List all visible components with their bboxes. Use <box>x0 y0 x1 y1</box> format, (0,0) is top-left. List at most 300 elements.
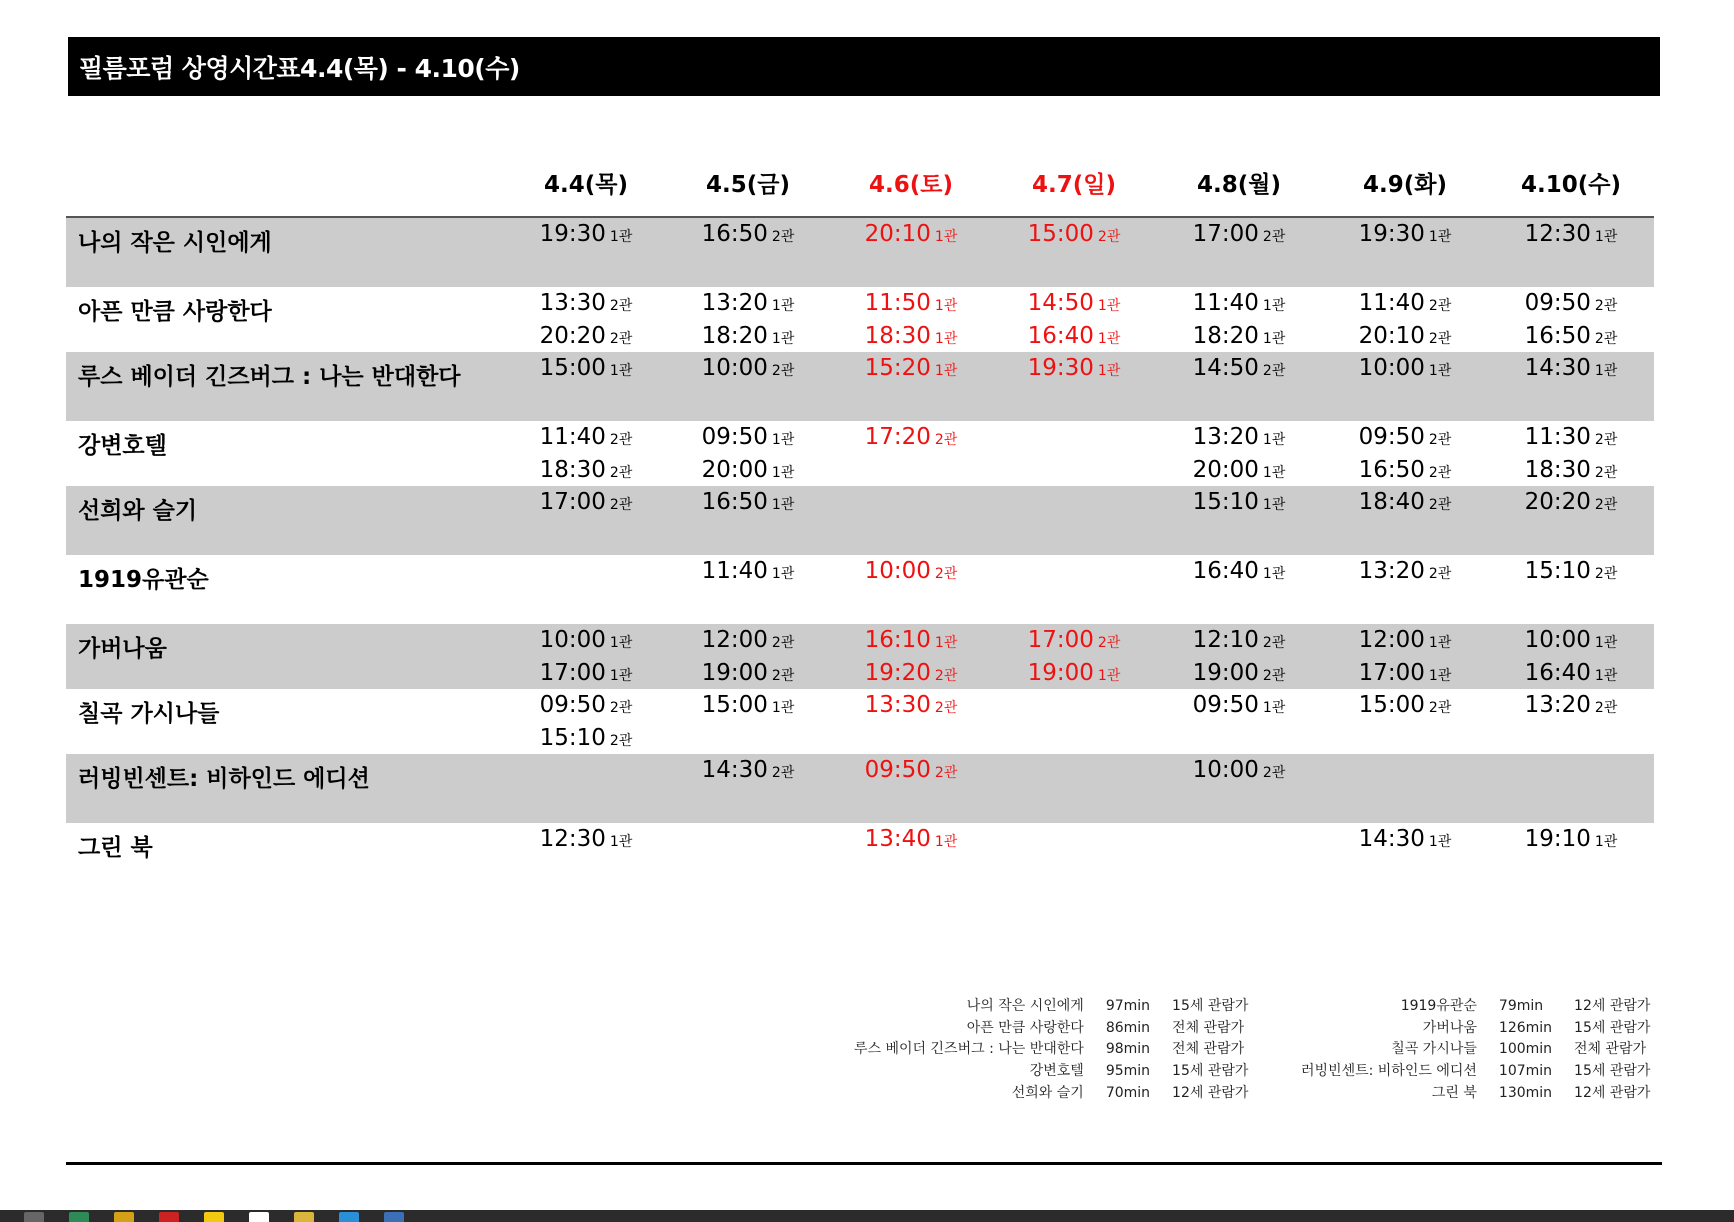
legend-runtime: 70min <box>1105 1084 1151 1101</box>
showtime-hall: 2관 <box>771 363 795 379</box>
showtime-cell <box>1325 421 1485 486</box>
showtime-cell <box>1491 352 1651 385</box>
showtime-hall: 2관 <box>1594 298 1618 314</box>
showtime-cell <box>1491 555 1651 588</box>
movie-title: 강변호텔 <box>78 433 167 459</box>
showtime-cell <box>1159 754 1319 787</box>
showtime[interactable] <box>668 657 828 690</box>
showtime[interactable] <box>668 352 828 385</box>
showtime-cell <box>1325 287 1485 352</box>
showtime-hall: 2관 <box>1428 464 1452 481</box>
showtime-time: 11:40 <box>1358 290 1425 316</box>
explorer-icon[interactable] <box>294 1212 314 1222</box>
showtime-time: 15:20 <box>864 355 931 381</box>
showtime-time: 15:10 <box>539 724 606 751</box>
showtime-hall: 1관 <box>771 432 795 448</box>
showtime-cell <box>506 624 666 689</box>
showtime-cell <box>831 352 991 385</box>
legend-row <box>854 1061 1248 1083</box>
legend-rating: 12세 관람가 <box>1574 998 1651 1014</box>
legend-runtime: 86min <box>1105 1019 1151 1036</box>
showtime[interactable] <box>1325 486 1485 519</box>
showtime[interactable] <box>831 823 991 856</box>
showtime[interactable] <box>1159 754 1319 787</box>
showtime[interactable] <box>668 486 828 519</box>
movie-title: 러빙빈센트: 비하인드 에디션 <box>78 766 370 792</box>
showtime-cell <box>1491 624 1651 689</box>
day-header: 4.7(일) <box>1032 172 1116 198</box>
showtime-cell <box>1325 624 1485 689</box>
showtime-cell <box>831 287 991 352</box>
legend-rating: 15세 관람가 <box>1172 998 1249 1014</box>
showtime[interactable] <box>1491 823 1651 856</box>
edge-icon[interactable] <box>384 1212 404 1222</box>
showtime-time: 16:40 <box>1027 322 1094 349</box>
showtime[interactable] <box>994 657 1154 690</box>
showtime[interactable] <box>506 218 666 251</box>
legend-rating: 15세 관람가 <box>1574 1019 1651 1036</box>
showtime[interactable] <box>1325 823 1485 856</box>
showtime-time: 11:50 <box>864 290 931 316</box>
showtime-cell <box>506 486 666 519</box>
showtime-cell <box>668 486 828 519</box>
showtime-cell <box>1325 689 1485 722</box>
showtime-hall: 2관 <box>934 667 958 684</box>
legend-table <box>1301 996 1650 1105</box>
showtime[interactable] <box>831 320 991 353</box>
legend-runtime: 100min <box>1498 1041 1553 1058</box>
showtime-cell <box>831 218 991 251</box>
legend-rating: 전체 관람가 <box>1574 1041 1647 1058</box>
showtime-time: 19:30 <box>1358 221 1425 247</box>
legend-table <box>854 996 1248 1105</box>
showtime-time: 09:50 <box>1524 290 1591 316</box>
showtime-hall: 1관 <box>1428 834 1452 850</box>
showtime-time: 13:30 <box>864 692 931 718</box>
showtime[interactable] <box>994 287 1154 320</box>
showtime-cell <box>994 352 1154 385</box>
movie-row <box>66 287 1654 352</box>
showtime-hall: 2관 <box>1594 700 1618 716</box>
showtime[interactable] <box>831 421 991 454</box>
legend-runtime: 95min <box>1105 1063 1151 1080</box>
showtime-hall: 1관 <box>934 229 958 245</box>
showtime-hall: 1관 <box>1594 363 1618 379</box>
showtime[interactable] <box>1491 689 1651 722</box>
showtime[interactable] <box>1491 657 1651 690</box>
legend-rating: 12세 관람가 <box>1172 1084 1249 1101</box>
showtime-time: 17:20 <box>864 424 931 450</box>
showtime-hall: 2관 <box>1594 497 1618 513</box>
showtime-hall: 2관 <box>1428 298 1452 314</box>
showtime-cell <box>668 555 828 588</box>
movie-row <box>66 754 1654 823</box>
showtime-cell <box>668 287 828 352</box>
showtime[interactable] <box>1325 421 1485 454</box>
showtime[interactable] <box>1159 624 1319 657</box>
legend-row <box>1301 1061 1650 1083</box>
showtime-hall: 2관 <box>609 732 633 749</box>
showtime-cell <box>1325 823 1485 856</box>
showtime-time: 16:50 <box>701 489 768 515</box>
showtime-hall: 2관 <box>934 765 958 781</box>
showtime-hall: 2관 <box>1262 667 1286 684</box>
legend-runtime: 130min <box>1498 1084 1553 1101</box>
showtime-time: 19:20 <box>864 659 931 686</box>
showtime-hall: 2관 <box>1428 566 1452 582</box>
legend-runtime: 126min <box>1498 1019 1553 1036</box>
movie-row <box>66 352 1654 421</box>
showtime[interactable] <box>506 486 666 519</box>
showtime[interactable] <box>831 352 991 385</box>
movie-title: 나의 작은 시인에게 <box>78 230 272 256</box>
showtime-hall: 1관 <box>934 635 958 651</box>
showtime-hall: 1관 <box>1428 635 1452 651</box>
showtime-hall: 1관 <box>1097 667 1121 684</box>
showtime-hall: 2관 <box>1262 229 1286 245</box>
showtime-hall: 1관 <box>1594 635 1618 651</box>
showtime[interactable] <box>506 657 666 690</box>
showtime[interactable] <box>1325 555 1485 588</box>
showtime[interactable] <box>1159 454 1319 487</box>
showtime-time: 09:50 <box>701 424 768 450</box>
showtime-hall: 1관 <box>1097 330 1121 347</box>
showtime-hall: 2관 <box>771 667 795 684</box>
movie-row <box>66 555 1654 624</box>
showtime[interactable] <box>1325 689 1485 722</box>
showtime-cell <box>668 689 828 722</box>
movie-title: 가버나움 <box>78 636 167 662</box>
showtime-cell <box>668 754 828 787</box>
showtime-time: 10:00 <box>1192 757 1259 783</box>
movie-row <box>66 421 1654 486</box>
showtime[interactable] <box>1325 624 1485 657</box>
showtime[interactable] <box>506 320 666 353</box>
showtime-time: 20:10 <box>1358 322 1425 349</box>
legend-rating: 15세 관람가 <box>1172 1063 1249 1080</box>
showtime[interactable] <box>1325 454 1485 487</box>
legend-title: 러빙빈센트: 비하인드 에디션 <box>1301 1063 1477 1080</box>
day-header: 4.6(토) <box>869 172 953 198</box>
showtime-time: 16:40 <box>1192 558 1259 584</box>
showtime[interactable] <box>506 823 666 856</box>
showtime-time: 15:00 <box>539 355 606 381</box>
showtime[interactable] <box>831 287 991 320</box>
showtime-cell <box>668 352 828 385</box>
showtime[interactable] <box>831 754 991 787</box>
legend-row <box>854 1018 1248 1040</box>
legend-title: 칠곡 가시나들 <box>1391 1041 1477 1058</box>
legend-right <box>1301 996 1650 1105</box>
showtime[interactable] <box>1159 657 1319 690</box>
showtime-hall: 2관 <box>1097 635 1121 651</box>
showtime-hall: 1관 <box>934 363 958 379</box>
legend-rating: 12세 관람가 <box>1574 1084 1651 1101</box>
legend-row <box>1301 1018 1650 1040</box>
legend-rating: 전체 관람가 <box>1172 1041 1245 1058</box>
day-header: 4.4(목) <box>544 172 628 198</box>
showtime[interactable] <box>1159 320 1319 353</box>
day-header-row <box>66 150 1654 218</box>
showtime-time: 16:50 <box>1358 456 1425 483</box>
showtime[interactable] <box>1491 218 1651 251</box>
document-icon[interactable] <box>249 1212 269 1222</box>
showtime-cell <box>1491 218 1651 251</box>
showtime-hall: 2관 <box>1262 635 1286 651</box>
showtime[interactable] <box>1159 287 1319 320</box>
showtime-hall: 1관 <box>609 635 633 651</box>
showtime-time: 09:50 <box>1192 692 1259 718</box>
showtime-hall: 1관 <box>1262 566 1286 582</box>
showtime[interactable] <box>831 218 991 251</box>
showtime[interactable] <box>1325 352 1485 385</box>
showtime-time: 18:40 <box>1358 489 1425 515</box>
showtime-hall: 1관 <box>609 363 633 379</box>
browser-icon[interactable] <box>69 1212 89 1222</box>
showtime-cell <box>1159 287 1319 352</box>
showtime-time: 14:50 <box>1027 290 1094 316</box>
movie-title: 선희와 슬기 <box>78 498 198 524</box>
showtime[interactable] <box>1159 352 1319 385</box>
showtime-time: 16:50 <box>701 221 768 247</box>
showtime[interactable] <box>1491 287 1651 320</box>
legend-row <box>854 996 1248 1018</box>
showtime-hall: 2관 <box>934 700 958 716</box>
showtime[interactable] <box>668 218 828 251</box>
showtime[interactable] <box>1159 421 1319 454</box>
showtime-cell <box>668 624 828 689</box>
legend-title: 1919유관순 <box>1400 998 1477 1014</box>
showtime[interactable] <box>994 624 1154 657</box>
showtime-time: 19:00 <box>1027 659 1094 686</box>
showtime-time: 17:00 <box>539 489 606 515</box>
showtime[interactable] <box>994 218 1154 251</box>
showtime-hall: 1관 <box>1594 834 1618 850</box>
legend-title: 강변호텔 <box>1029 1063 1084 1080</box>
showtime[interactable] <box>1159 689 1319 722</box>
showtime[interactable] <box>506 722 666 755</box>
showtime[interactable] <box>1491 320 1651 353</box>
showtime[interactable] <box>831 657 991 690</box>
showtime[interactable] <box>1491 555 1651 588</box>
showtime-hall: 1관 <box>1428 363 1452 379</box>
showtime[interactable] <box>668 421 828 454</box>
legend-title: 가버나움 <box>1422 1019 1477 1036</box>
showtime[interactable] <box>1325 320 1485 353</box>
showtime-time: 10:00 <box>701 355 768 381</box>
showtime-cell <box>831 689 991 722</box>
showtime[interactable] <box>994 320 1154 353</box>
showtime-time: 16:40 <box>1524 659 1591 686</box>
movie-title: 아픈 만큼 사랑한다 <box>78 299 272 325</box>
showtime-time: 20:20 <box>1524 489 1591 515</box>
showtime[interactable] <box>1491 486 1651 519</box>
showtime-hall: 1관 <box>1262 298 1286 314</box>
showtime-hall: 1관 <box>1594 667 1618 684</box>
showtime[interactable] <box>831 555 991 588</box>
showtime-cell <box>831 555 991 588</box>
showtime-hall: 1관 <box>934 330 958 347</box>
showtime-time: 12:10 <box>1192 627 1259 653</box>
movie-title: 그린 북 <box>78 835 153 861</box>
showtime-hall: 1관 <box>609 834 633 850</box>
showtime-time: 10:00 <box>1524 627 1591 653</box>
showtime-time: 11:40 <box>701 558 768 584</box>
folder-icon[interactable] <box>114 1212 134 1222</box>
showtime[interactable] <box>668 287 828 320</box>
showtime-time: 14:50 <box>1192 355 1259 381</box>
showtime[interactable] <box>506 624 666 657</box>
legend-title: 선희와 슬기 <box>1011 1084 1084 1101</box>
showtime[interactable] <box>506 287 666 320</box>
sticky-notes-icon[interactable] <box>204 1212 224 1222</box>
legend-left <box>854 996 1248 1105</box>
showtime[interactable] <box>831 689 991 722</box>
pdf-icon[interactable] <box>159 1212 179 1222</box>
legend-rating: 전체 관람가 <box>1172 1019 1245 1036</box>
showtime[interactable] <box>1491 421 1651 454</box>
showtime-hall: 1관 <box>771 464 795 481</box>
showtime-hall: 1관 <box>934 834 958 850</box>
showtime[interactable] <box>994 352 1154 385</box>
showtime-time: 11:30 <box>1524 424 1591 450</box>
showtime-time: 12:00 <box>1358 627 1425 653</box>
showtime-hall: 1관 <box>1262 432 1286 448</box>
showtime-cell <box>1325 218 1485 251</box>
day-header: 4.8(월) <box>1197 172 1281 198</box>
showtime[interactable] <box>506 352 666 385</box>
showtime-hall: 1관 <box>1262 464 1286 481</box>
showtime-cell <box>994 218 1154 251</box>
showtime-time: 15:00 <box>1027 221 1094 247</box>
showtime-cell <box>831 754 991 787</box>
showtime-cell <box>1159 624 1319 689</box>
showtime-time: 15:00 <box>1358 692 1425 718</box>
showtime-hall: 2관 <box>934 566 958 582</box>
showtime-cell <box>1491 486 1651 519</box>
showtime-time: 17:00 <box>1192 221 1259 247</box>
showtime-cell <box>1491 287 1651 352</box>
showtime-time: 14:30 <box>1358 826 1425 852</box>
showtime-time: 15:00 <box>701 692 768 718</box>
showtime-time: 13:20 <box>1358 558 1425 584</box>
showtime[interactable] <box>506 421 666 454</box>
showtime[interactable] <box>668 555 828 588</box>
showtime-hall: 1관 <box>1097 298 1121 314</box>
movie-title: 1919유관순 <box>78 567 209 593</box>
showtime-cell <box>506 218 666 251</box>
showtime[interactable] <box>1159 555 1319 588</box>
showtime-hall: 2관 <box>1594 566 1618 582</box>
showtime-time: 17:00 <box>539 659 606 686</box>
showtime-hall: 2관 <box>934 432 958 448</box>
showtime[interactable] <box>1325 287 1485 320</box>
showtime-time: 12:00 <box>701 627 768 653</box>
showtime[interactable] <box>506 689 666 722</box>
showtime-cell <box>1325 352 1485 385</box>
legend-rating: 15세 관람가 <box>1574 1063 1651 1080</box>
showtime-time: 19:10 <box>1524 826 1591 852</box>
showtime-hall: 2관 <box>1097 229 1121 245</box>
showtime-cell <box>1491 823 1651 856</box>
showtime-time: 12:30 <box>539 826 606 852</box>
showtime-hall: 2관 <box>1428 330 1452 347</box>
movie-row <box>66 689 1654 754</box>
legend-title: 그린 북 <box>1431 1084 1477 1101</box>
showtime-hall: 2관 <box>609 700 633 716</box>
showtime[interactable] <box>668 689 828 722</box>
showtime-time: 10:00 <box>1358 355 1425 381</box>
movie-row <box>66 624 1654 689</box>
showtime-time: 18:30 <box>864 322 931 349</box>
showtime-time: 18:30 <box>539 456 606 483</box>
legend-runtime: 79min <box>1498 998 1544 1014</box>
showtime-time: 20:00 <box>1192 456 1259 483</box>
showtime[interactable] <box>831 624 991 657</box>
showtime-hall: 2관 <box>771 765 795 781</box>
taskbar[interactable] <box>0 1210 1734 1222</box>
showtime-time: 09:50 <box>864 757 931 783</box>
showtime[interactable] <box>506 454 666 487</box>
showtime-hall: 2관 <box>1594 464 1618 481</box>
showtime[interactable] <box>668 754 828 787</box>
showtime-cell <box>668 218 828 251</box>
showtime[interactable] <box>1325 218 1485 251</box>
showtime[interactable] <box>1325 657 1485 690</box>
showtime-time: 19:00 <box>701 659 768 686</box>
start-icon[interactable] <box>24 1212 44 1222</box>
showtime-time: 15:10 <box>1192 489 1259 515</box>
showtime-time: 10:00 <box>539 627 606 653</box>
showtime-cell <box>668 421 828 486</box>
showtime-time: 11:40 <box>539 424 606 450</box>
showtime[interactable] <box>1159 218 1319 251</box>
legend-row <box>854 1083 1248 1105</box>
showtime-cell <box>1325 555 1485 588</box>
showtime-hall: 1관 <box>771 497 795 513</box>
showtime[interactable] <box>1491 624 1651 657</box>
showtime-hall: 1관 <box>771 700 795 716</box>
legend-runtime: 98min <box>1105 1041 1151 1058</box>
showtime-hall: 2관 <box>609 464 633 481</box>
legend-title: 나의 작은 시인에게 <box>966 998 1084 1014</box>
showtime-hall: 2관 <box>609 330 633 347</box>
showtime-hall: 1관 <box>1262 330 1286 347</box>
showtime-cell <box>1159 689 1319 722</box>
showtime-time: 17:00 <box>1358 659 1425 686</box>
showtime[interactable] <box>668 320 828 353</box>
showtime[interactable] <box>1159 486 1319 519</box>
legend-title: 아픈 만큼 사랑한다 <box>966 1019 1084 1036</box>
legend-runtime: 97min <box>1105 998 1151 1014</box>
store-icon[interactable] <box>339 1212 359 1222</box>
schedule-table <box>66 150 1654 892</box>
showtime-cell <box>1159 421 1319 486</box>
showtime-time: 17:00 <box>1027 627 1094 653</box>
showtime-cell <box>1159 218 1319 251</box>
showtime[interactable] <box>668 454 828 487</box>
showtime[interactable] <box>1491 352 1651 385</box>
showtime-time: 18:20 <box>1192 322 1259 349</box>
showtime-cell <box>506 421 666 486</box>
showtime-time: 11:40 <box>1192 290 1259 316</box>
showtime-cell <box>831 624 991 689</box>
showtime[interactable] <box>668 624 828 657</box>
showtime-cell <box>994 624 1154 689</box>
showtime-cell <box>506 689 666 754</box>
showtime[interactable] <box>1491 454 1651 487</box>
showtime-hall: 2관 <box>609 298 633 314</box>
